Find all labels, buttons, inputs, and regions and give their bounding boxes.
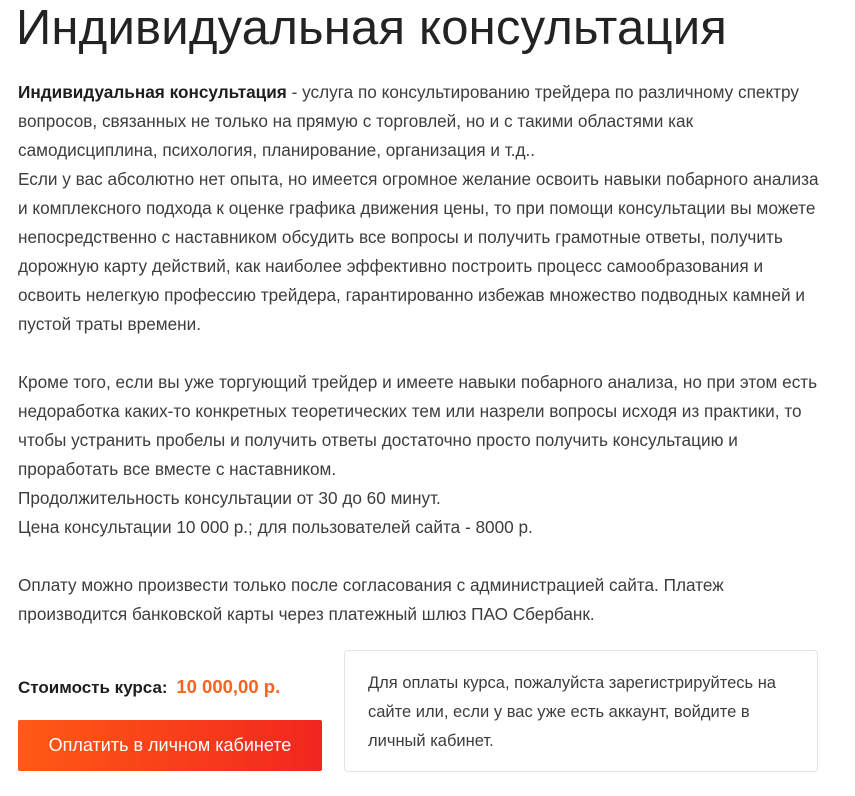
course-price bbox=[18, 676, 280, 698]
price-value: 10 000,00 р. bbox=[176, 676, 281, 697]
price-label: Стоимость курса: bbox=[18, 678, 168, 697]
course-description bbox=[18, 78, 828, 629]
intro-definition: - услуга по консультированию трейдера по различному спектру вопросов, связанных не только на прямую с торговлей, но и с такими областями как самодисциплина, психология, планирование, организация и т.д.. bbox=[18, 82, 800, 160]
paragraph-spacer bbox=[18, 542, 828, 571]
page-title: Индивидуальная консультация bbox=[16, 1, 728, 55]
intro-paragraph bbox=[18, 78, 828, 165]
duration-text: Продолжительность консультации от 30 до 60 минут. bbox=[18, 488, 441, 508]
paragraph-spacer bbox=[18, 339, 828, 368]
payment-note: Оплату можно произвести только после согласования с администрацией сайта. Платеж производится банковской карты через платежный шлюз ПАО Сбербанк. bbox=[18, 575, 724, 624]
login-hint-text: Для оплаты курса, пожалуйста зарегистрируйтесь на сайте или, если у вас уже есть аккаунт, войдите в личный кабинет. bbox=[368, 674, 776, 750]
pay-in-cabinet-button[interactable]: Оплатить в личном кабинете bbox=[18, 720, 322, 771]
trader-paragraph: Кроме того, если вы уже торгующий трейдер и имеете навыки побарного анализа, но при этом есть недоработка каких-то конкретных теоретических тем или назрели вопросы исходя из практики, то чтобы устранить пробелы и получить ответы достаточно просто получить консультацию и проработать все вместе с наставником. bbox=[18, 372, 818, 479]
login-hint-box bbox=[344, 650, 818, 772]
intro-bold-term: Индивидуальная консультация bbox=[18, 82, 287, 102]
price-text: Цена консультации 10 000 р.; для пользователей сайта - 8000 р. bbox=[18, 517, 533, 537]
experience-paragraph: Если у вас абсолютно нет опыта, но имеется огромное желание освоить навыки побарного анализа и комплексного подхода к оценке графика движения цены, то при помощи консультации вы можете непосредственно с наставником обсудить все вопросы и получить грамотные ответы, получить дорожную карту действий, как наиболее эффективно построить процесс самообразования и освоить нелегкую профессию трейдера, гарантированно избежав множество подводных камней и пустой траты времени. bbox=[18, 169, 819, 334]
